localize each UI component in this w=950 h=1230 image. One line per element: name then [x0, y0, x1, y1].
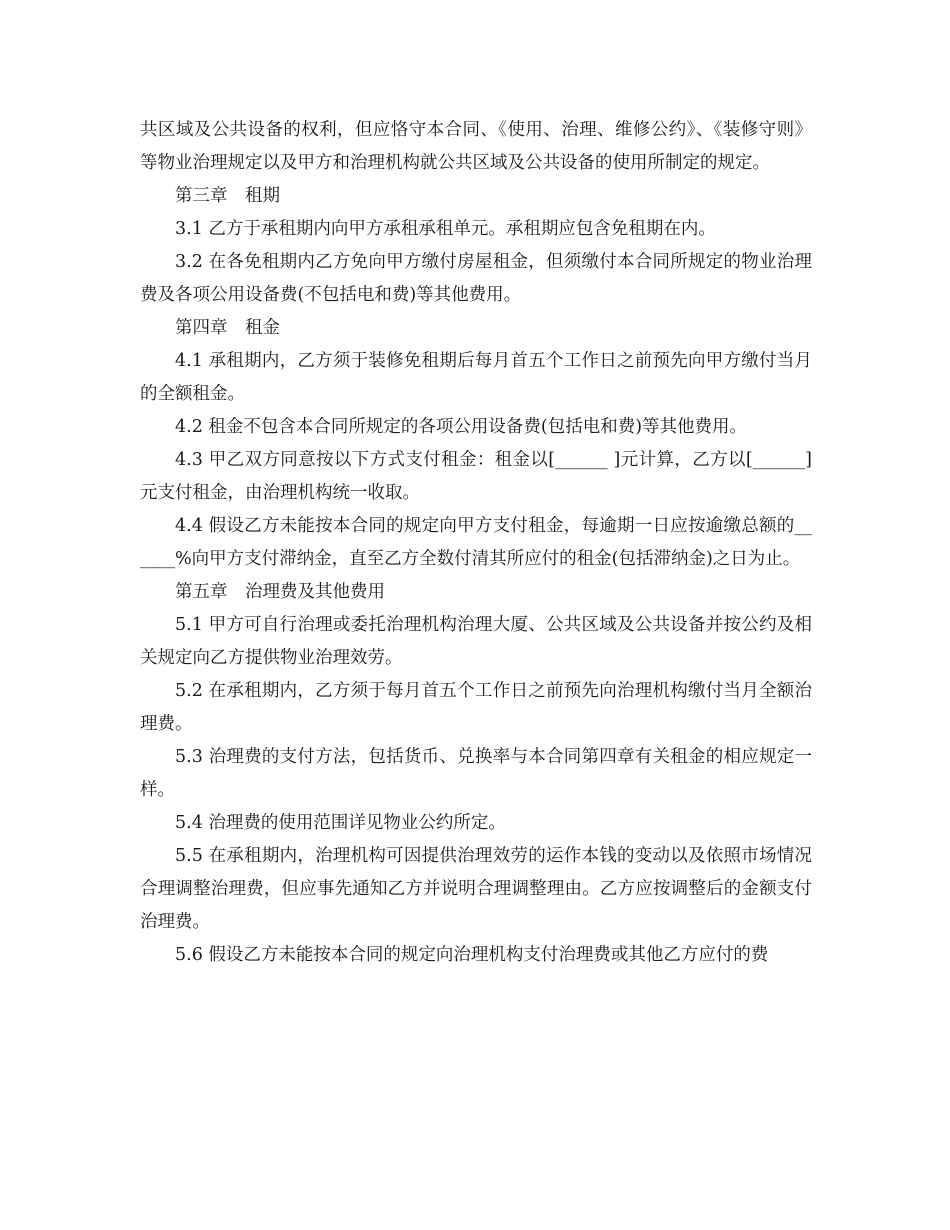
clause-5-3: 5.3 治理费的支付方法，包括货币、兑换率与本合同第四章有关租金的相应规定一样。 [140, 747, 812, 800]
chapter-number: 第五章 [175, 582, 228, 602]
chapter-title: 租期 [245, 186, 280, 206]
chapter-title: 治理费及其他费用 [245, 582, 385, 602]
clause-5-2: 5.2 在承租期内，乙方须于每月首五个工作日之前预先向治理机构缴付当月全额治理费。 [140, 681, 812, 734]
clause-5-4: 5.4 治理费的使用范围详见物业公约所定。 [175, 813, 506, 833]
chapter-heading-4 [140, 312, 812, 345]
clause-5-5: 5.5 在承租期内，治理机构可因提供治理效劳的运作本钱的变动以及依照市场情况合理调整治理费，但应事先通知乙方并说明合理调整理由。乙方应按调整后的金额支付治理费。 [140, 846, 812, 932]
chapter-heading-5 [140, 576, 812, 609]
chapter-heading-3 [140, 180, 812, 213]
clause-3-2: 3.2 在各免租期内乙方免向甲方缴付房屋租金，但须缴付本合同所规定的物业治理费及各项公用设备费(不包括电和费)等其他费用。 [140, 252, 812, 305]
clause-4-2: 4.2 租金不包含本合同所规定的各项公用设备费(包括电和费)等其他费用。 [175, 417, 748, 437]
clause-5-1: 5.1 甲方可自行治理或委托治理机构治理大厦、公共区域及公共设备并按公约及相关规定向乙方提供物业治理效劳。 [140, 615, 812, 668]
document-body [140, 114, 812, 972]
clause-4-4: 4.4 假设乙方未能按本合同的规定向甲方支付租金，每逾期一日应按逾缴总额的______%向甲方支付滞纳金，直至乙方全数付清其所应付的租金(包括滞纳金)之日为止。 [140, 516, 812, 569]
clause-4-3: 4.3 甲乙双方同意按以下方式支付租金：租金以[______ ]元计算，乙方以[______]元支付租金，由治理机构统一收取。 [140, 450, 812, 503]
clause-4-1: 4.1 承租期内，乙方须于装修免租期后每月首五个工作日之前预先向甲方缴付当月的全额租金。 [140, 351, 812, 404]
clause-3-1: 3.1 乙方于承租期内向甲方承租承租单元。承租期应包含免租期在内。 [175, 219, 716, 239]
clause-5-6: 5.6 假设乙方未能按本合同的规定向治理机构支付治理费或其他乙方应付的费 [175, 945, 769, 965]
chapter-number: 第三章 [175, 186, 228, 206]
paragraph-continued: 共区域及公共设备的权利，但应恪守本合同、《使用、治理、维修公约》、《装修守则》等物业治理规定以及甲方和治理机构就公共区域及公共设备的使用所制定的规定。 [140, 120, 812, 173]
chapter-number: 第四章 [175, 318, 228, 338]
chapter-title: 租金 [245, 318, 280, 338]
